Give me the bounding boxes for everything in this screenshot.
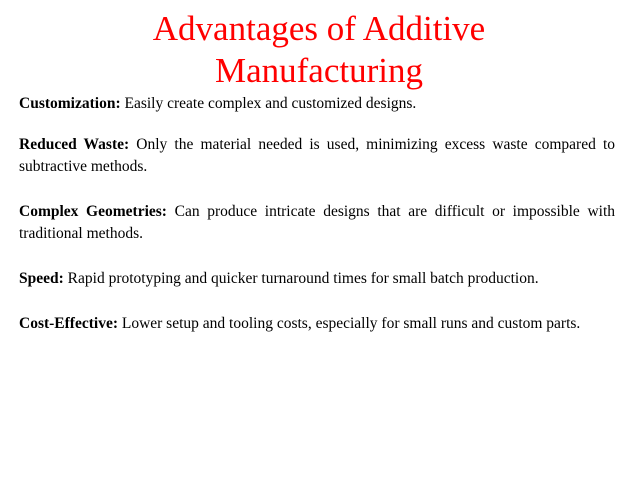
advantage-speed (19, 268, 615, 290)
advantage-term: Cost-Effective: (19, 315, 118, 332)
slide-title-line-1: Advantages of Additive (152, 9, 486, 48)
advantage-complex-geometries (19, 201, 615, 245)
advantage-text: Lower setup and tooling costs, especially for small runs and custom parts. (121, 315, 581, 332)
advantage-term: Customization: (19, 95, 121, 112)
advantages-list (19, 93, 615, 358)
slide-title (0, 8, 638, 92)
advantage-term: Complex Geometries: (19, 203, 167, 220)
slide-title-line-2: Manufacturing (215, 51, 423, 90)
advantage-text: Easily create complex and customized designs. (124, 95, 417, 112)
advantage-text: Rapid prototyping and quicker turnaround times for small batch production. (67, 270, 539, 287)
advantage-customization (19, 93, 615, 115)
advantage-term: Reduced Waste: (19, 136, 130, 153)
advantage-reduced-waste (19, 134, 615, 178)
advantage-text: Only the material needed is used, minimizing excess waste compared to subtractive methods. (19, 136, 616, 175)
advantage-cost-effective (19, 313, 615, 335)
advantage-text: Can produce intricate designs that are difficult or impossible with traditional methods. (19, 203, 616, 242)
advantage-term: Speed: (19, 270, 64, 287)
